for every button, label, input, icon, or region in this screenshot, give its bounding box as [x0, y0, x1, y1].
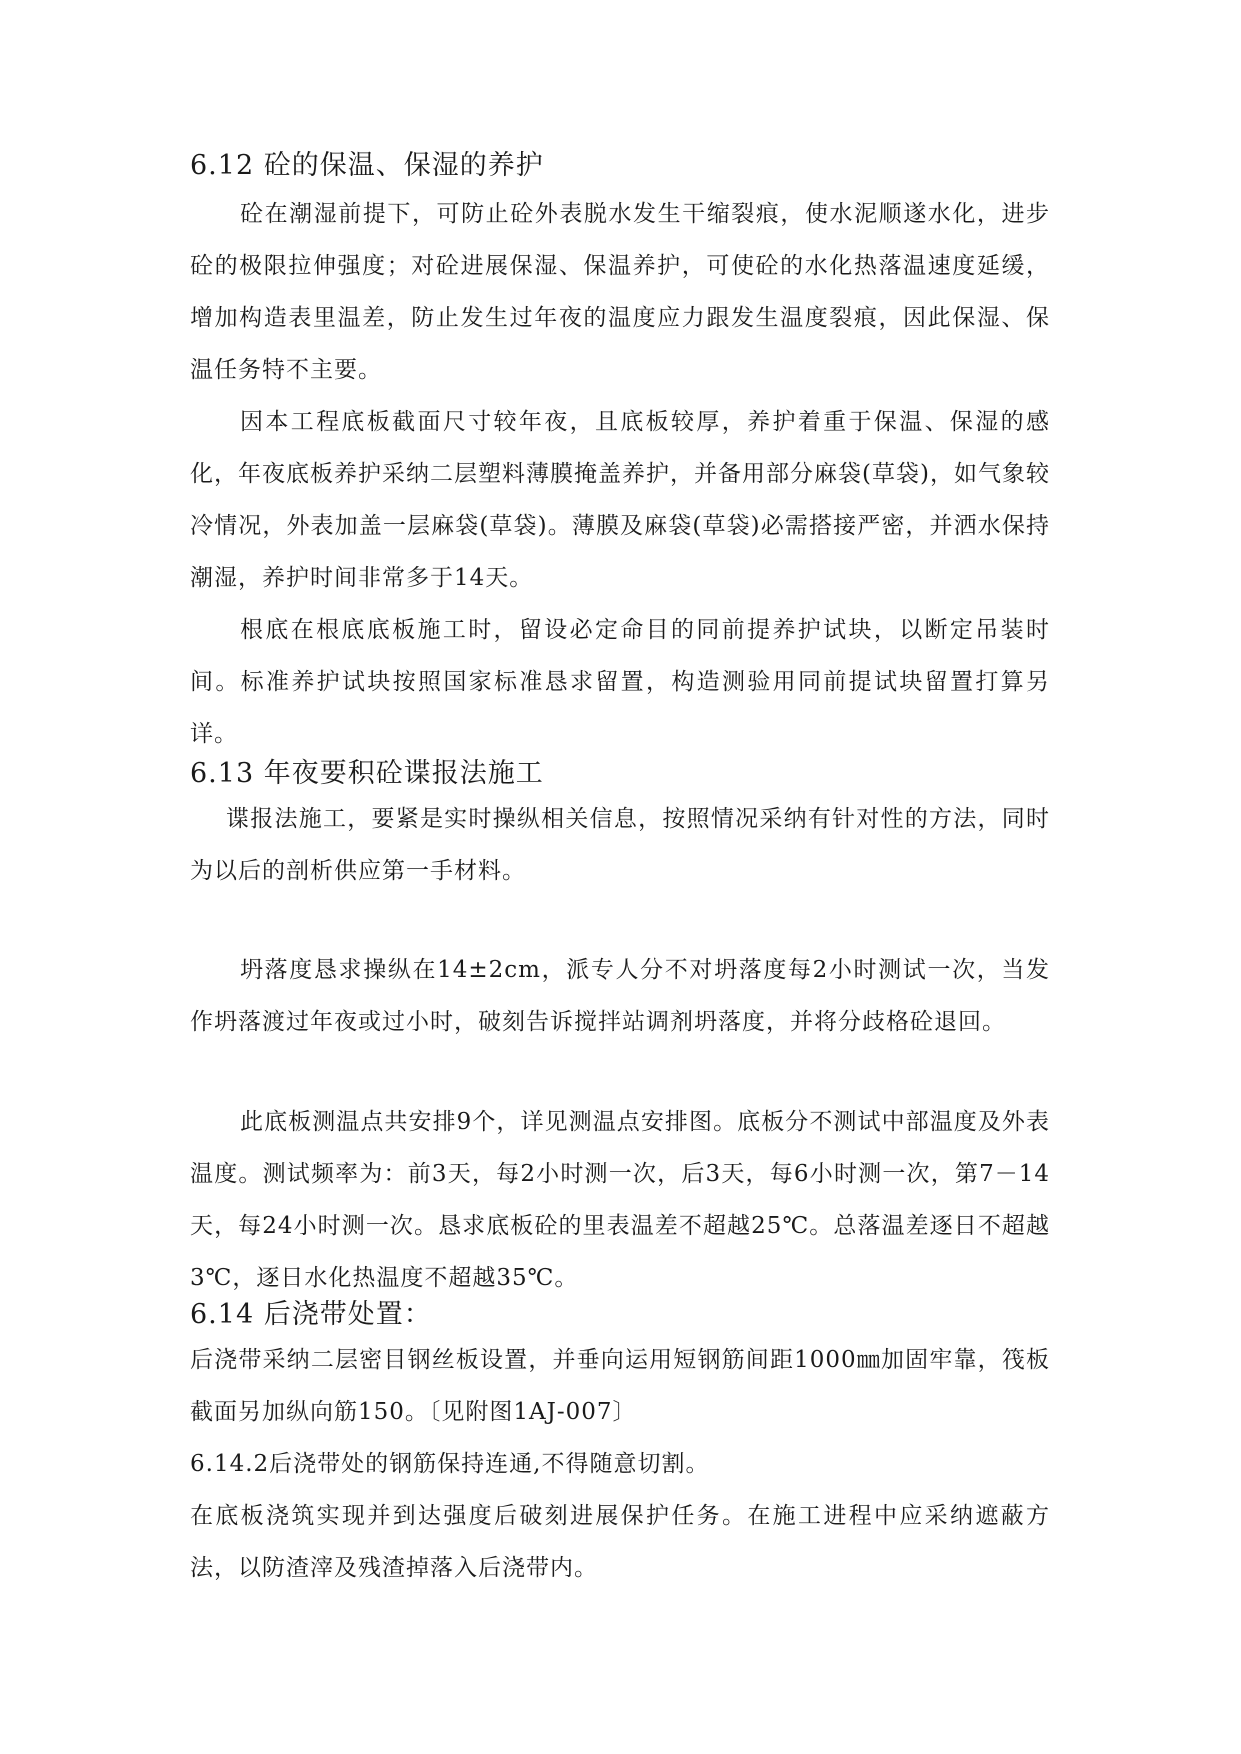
section-6-13-paragraph-2: 坍落度恳求操纵在14±2cm，派专人分不对坍落度每2小时测试一次，当发作坍落渡过年夜或过小时，破刻告诉搅拌站调剂坍落度，并将分歧格砼退回。	[190, 957, 1050, 1035]
section-6-14-paragraph-3: 在底板浇筑实现并到达强度后破刻进展保护任务。在施工进程中应采纳遮蔽方法，以防渣滓及残渣掉落入后浇带内。	[190, 1503, 1050, 1581]
section-6-13-heading: 6.13 年夜要积砼谍报法施工	[190, 758, 544, 789]
section-6-14-heading: 6.14 后浇带处置：	[190, 1299, 432, 1330]
section-6-13-paragraph-3: 此底板测温点共安排9个，详见测温点安排图。底板分不测试中部温度及外表温度。测试频率为：前3天，每2小时测一次，后3天，每6小时测一次，第7－14天，每24小时测一次。恳求底板砼的里表温差不超越25℃。总落温差逐日不超越3℃，逐日水化热温度不超越35℃。	[190, 1109, 1050, 1291]
section-6-12-paragraph-1: 砼在潮湿前提下，可防止砼外表脱水发生干缩裂痕，使水泥顺遂水化，进步砼的极限拉伸强度；对砼进展保湿、保温养护，可使砼的水化热落温速度延缓，增加构造表里温差，防止发生过年夜的温度应力跟发生温度裂痕，因此保湿、保温任务特不主要。	[190, 201, 1050, 383]
section-6-12-heading: 6.12 砼的保温、保湿的养护	[190, 150, 544, 181]
section-6-14-paragraph-2: 6.14.2后浇带处的钢筋保持连通,不得随意切割。	[190, 1451, 710, 1477]
section-6-13-paragraph-1: 谍报法施工，要紧是实时操纵相关信息，按照情况采纳有针对性的方法，同时为以后的剖析供应第一手材料。	[190, 806, 1050, 884]
section-6-12-paragraph-2: 因本工程底板截面尺寸较年夜，且底板较厚，养护着重于保温、保湿的感化，年夜底板养护采纳二层塑料薄膜掩盖养护，并备用部分麻袋(草袋)，如气象较冷情况，外表加盖一层麻袋(草袋)。薄膜及麻袋(草袋)必需搭接严密，并洒水保持潮湿，养护时间非常多于14天。	[190, 409, 1050, 591]
section-6-14-paragraph-1: 后浇带采纳二层密目钢丝板设置，并垂向运用短钢筋间距1000㎜加固牢靠，筏板截面另加纵向筋150。〔见附图1AJ-007〕	[190, 1347, 1050, 1425]
section-6-12-paragraph-3: 根底在根底底板施工时，留设必定命目的同前提养护试块，以断定吊装时间。标准养护试块按照国家标准恳求留置，构造测验用同前提试块留置打算另详。	[190, 617, 1050, 747]
